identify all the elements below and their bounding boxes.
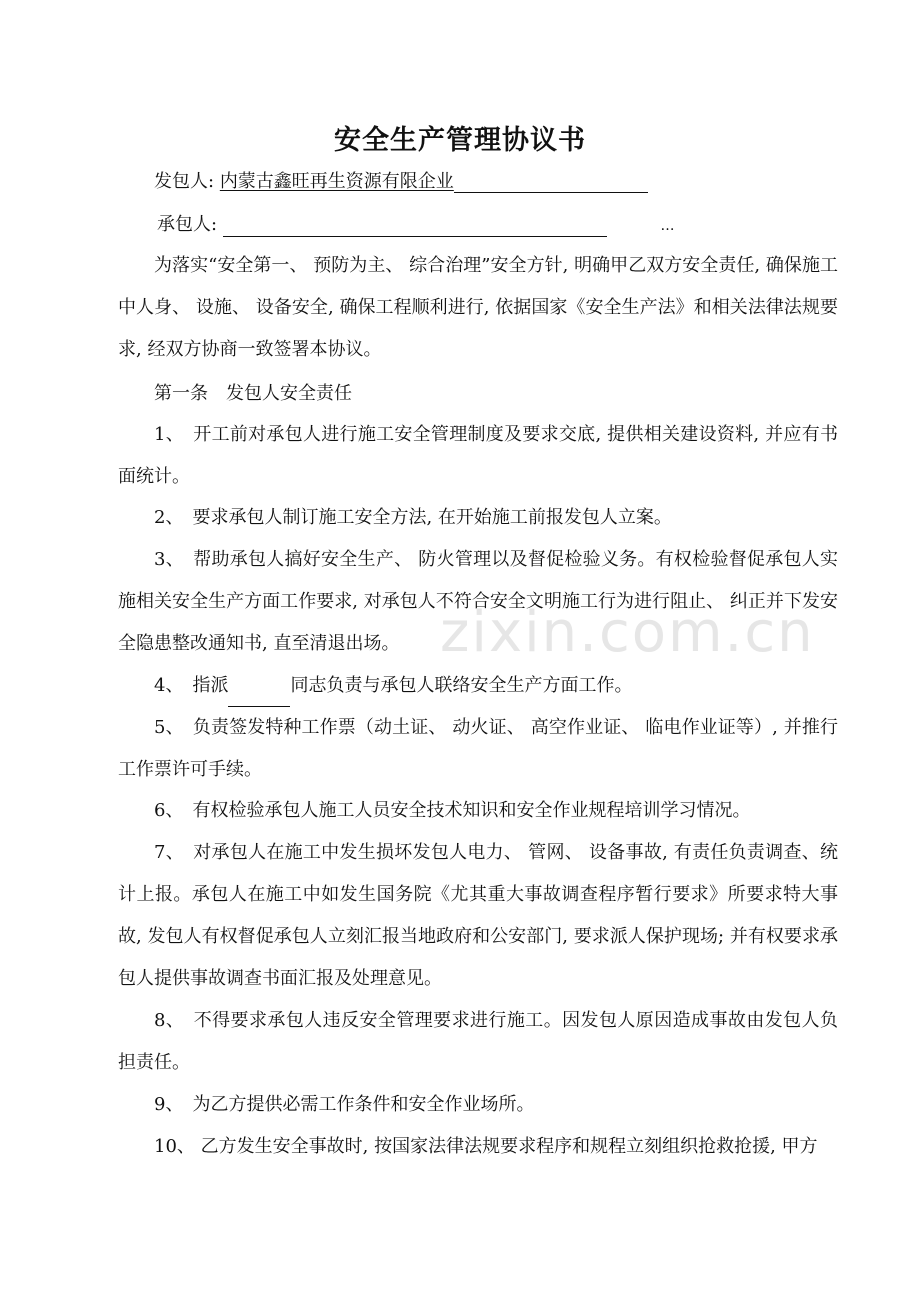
clause-4 — [118, 665, 838, 707]
clause-2: 2、 要求承包人制订施工安全方法, 在开始施工前报发包人立案。 — [154, 507, 672, 528]
contractor-label: 承包人: — [157, 214, 218, 235]
intro-paragraph: 为落实“安全第一、 预防为主、 综合治理”安全方针, 明确甲乙双方安全责任, 确保施工中人身、 设施、 设备安全, 确保工程顺利进行, 依据国家《安全生产法》和相关法律法规要求, 经双方协商一致签署本协议。 — [118, 255, 838, 360]
employer-name: 内蒙古鑫旺再生资源有限企业 — [219, 171, 454, 192]
watermark: zixin.com.cn — [440, 600, 815, 665]
clause-5: 5、 负责签发特种工作票（动土证、 动火证、 高空作业证、 临电作业证等）, 并推行工作票许可手续。 — [118, 717, 838, 780]
clause-3: 3、 帮助承包人搞好安全生产、 防火管理以及督促检验义务。有权检验督促承包人实施相关安全生产方面工作要求, 对承包人不符合安全文明施工行为进行阻止、 纠正并下发安全隐患整改通知书, 直至清退出场。 — [118, 549, 838, 654]
clause-4-blank — [228, 687, 290, 707]
clause-6: 6、 有权检验承包人施工人员安全技术知识和安全作业规程培训学习情况。 — [154, 800, 751, 821]
employer-line — [154, 171, 648, 193]
article-heading: 第一条 发包人安全责任 — [154, 383, 352, 404]
clause-10: 10、 乙方发生安全事故时, 按国家法律法规要求程序和规程立刻组织抢救抢援, 甲方 — [154, 1136, 818, 1157]
clause-1: 1、 开工前对承包人进行施工安全管理制度及要求交底, 提供相关建设资料, 并应有书面统计。 — [118, 424, 838, 487]
employer-label: 发包人: — [154, 171, 215, 192]
clause-4-lead: 4、 指派 — [154, 675, 229, 696]
contractor-blank — [223, 217, 607, 237]
clause-7: 7、 对承包人在施工中发生损坏发包人电力、 管网、 设备事故, 有责任负责调查、统计上报。承包人在施工中如发生国务院《尤其重大事故调查程序暂行要求》所要求特大事故, 发包人有权督促承包人立刻汇报当地政府和公安部门, 要求派人保护现场; 并有权要求承包人提供事故调查书面汇报及处理意见。 — [118, 842, 838, 989]
clause-8: 8、 不得要求承包人违反安全管理要求进行施工。因发包人原因造成事故由发包人负担责任。 — [118, 1010, 838, 1073]
ellipsis-mark: … — [660, 218, 675, 234]
employer-underline — [454, 173, 648, 193]
clause-4-tail: 同志负责与承包人联络安全生产方面工作。 — [290, 675, 633, 696]
page-title: 安全生产管理协议书 — [334, 125, 586, 156]
contractor-line — [157, 214, 675, 237]
clause-9: 9、 为乙方提供必需工作条件和安全作业场所。 — [154, 1094, 535, 1115]
